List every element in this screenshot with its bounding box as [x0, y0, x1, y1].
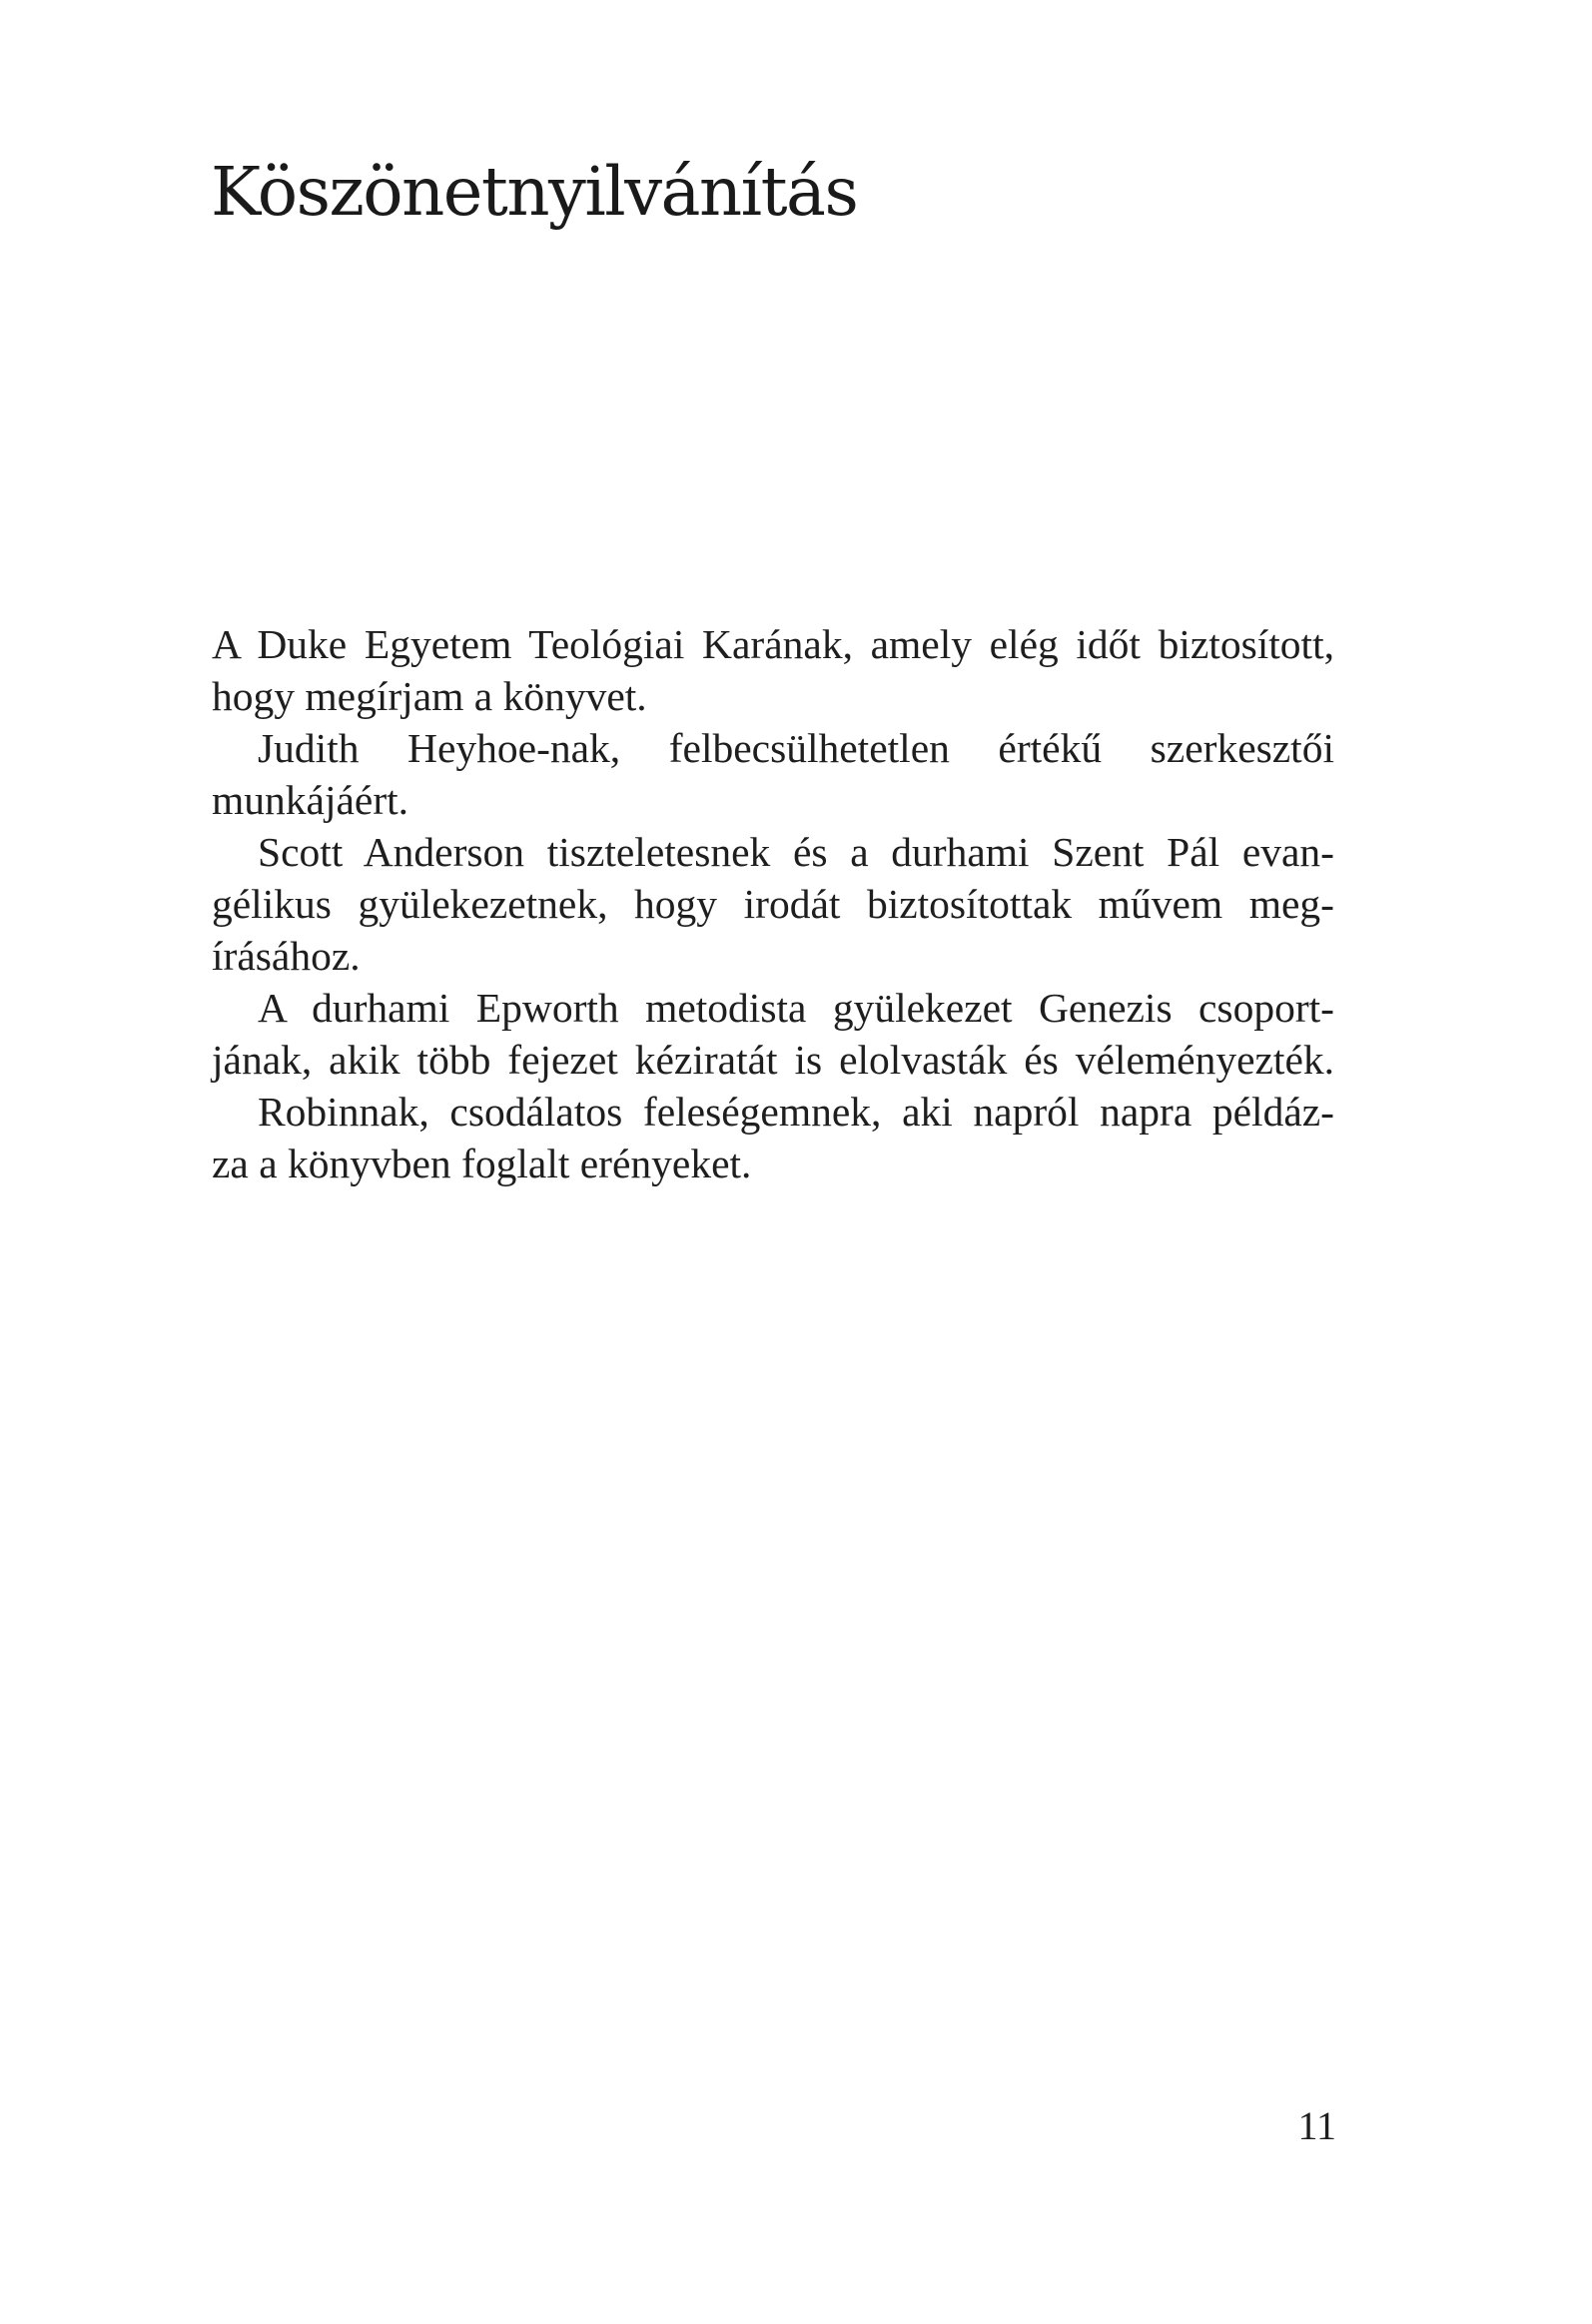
text-line: gélikus gyülekezetnek, hogy irodát biztosítottak művem meg- — [212, 881, 1334, 927]
text-line: A Duke Egyetem Teológiai Karának, amely elég időt biztosított, — [212, 621, 1334, 667]
text-line: hogy megírjam a könyvet. — [212, 673, 647, 719]
acknowledgement-paragraph-duke — [212, 618, 1334, 722]
acknowledgements-body — [212, 618, 1334, 1189]
text-line: írásához. — [212, 933, 361, 979]
text-line: Judith Heyhoe-nak, felbecsülhetetlen értékű szerkesztői — [258, 725, 1334, 771]
page-number: 11 — [1297, 2103, 1336, 2148]
text-line: Scott Anderson tiszteletesnek és a durhami Szent Pál evan- — [258, 829, 1334, 875]
text-line: munkájáért. — [212, 777, 409, 823]
acknowledgement-paragraph-robin — [212, 1086, 1334, 1189]
text-line: za a könyvben foglalt erényeket. — [212, 1141, 752, 1186]
page-title: Köszönetnyilvánítás — [211, 153, 858, 231]
text-line: Robinnak, csodálatos feleségemnek, aki napról napra példáz- — [258, 1089, 1334, 1135]
text-line: A durhami Epworth metodista gyülekezet Genezis csoport- — [258, 985, 1334, 1031]
acknowledgement-paragraph-anderson — [212, 826, 1334, 982]
acknowledgement-paragraph-heyhoe — [212, 722, 1334, 826]
text-line: jának, akik több fejezet kéziratát is elolvasták és véleményezték. — [212, 1037, 1334, 1083]
acknowledgement-paragraph-epworth — [212, 982, 1334, 1086]
